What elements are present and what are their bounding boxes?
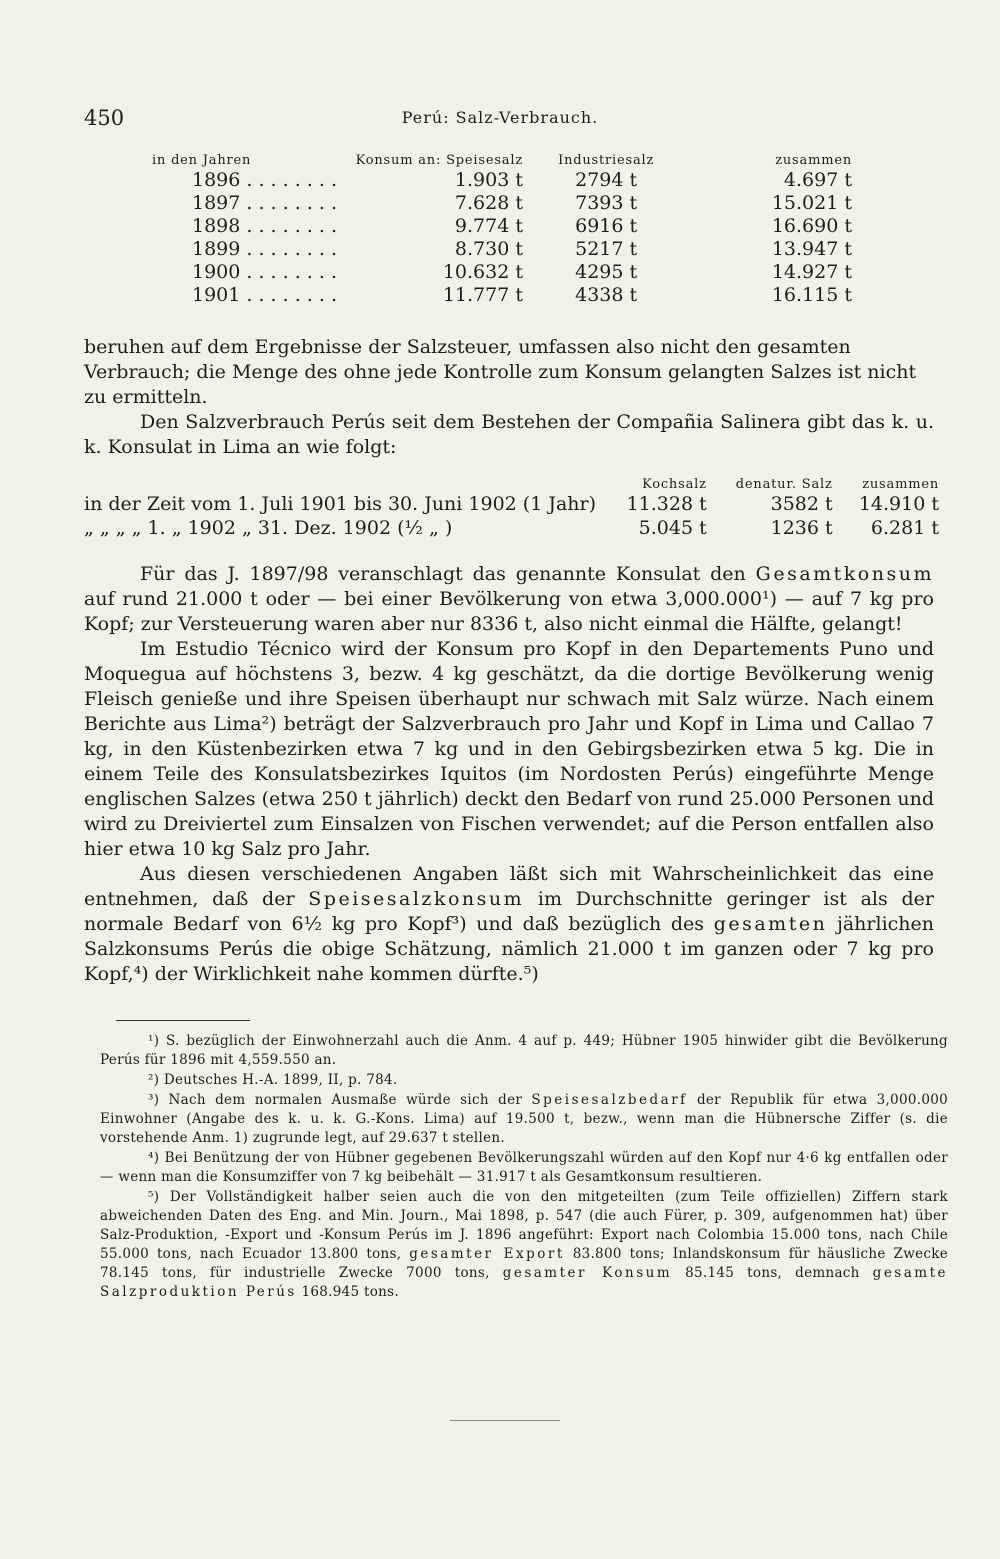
body-text-block-2 bbox=[84, 562, 934, 987]
header-years: in den Jahren bbox=[152, 153, 252, 168]
cell-zusammen: 15.021 t bbox=[771, 191, 852, 214]
text-run: jährlichen Salzkonsums Perús die obige Schätzung, nämlich 21.000 t im ganzen oder 7 kg pro Kopf,⁴) der Wirklichkeit nahe kommen dürfte.⁵) bbox=[84, 913, 934, 985]
table-header-row bbox=[84, 472, 939, 492]
text-run: Aus diesen verschiedenen Angaben läßt sich mit Wahrscheinlichkeit das eine entnehmen, daß der bbox=[84, 863, 934, 910]
text-run: auf rund 21.000 t oder — bei einer Bevölkerung von etwa 3,000.000¹) — auf 7 kg pro Kopf; zur Versteuerung waren aber nur 8336 t, also nicht einmal die Hälfte, gelangt! bbox=[84, 588, 934, 635]
footnotes bbox=[100, 1032, 948, 1303]
spaced-term: gesamter Export bbox=[409, 1246, 565, 1262]
cell-period: in der Zeit vom 1. Juli 1901 bis 30. Juni 1902 (1 Jahr) bbox=[84, 493, 597, 515]
cell-speisesalz: 11.777 t bbox=[442, 283, 523, 306]
paragraph-konsulat-intro: Den Salzverbrauch Perús seit dem Bestehen der Compañia Salinera gibt das k. u. k. Konsulat in Lima an wie folgt: bbox=[84, 411, 934, 458]
page-mark bbox=[450, 1420, 560, 1421]
cell-zusammen: 16.115 t bbox=[771, 283, 852, 306]
cell-industriesalz: 4338 t bbox=[575, 283, 638, 306]
cell-denatur-salz: 3582 t bbox=[770, 493, 833, 515]
running-title: Perú: Salz-Verbrauch. bbox=[401, 108, 599, 127]
table-row bbox=[152, 214, 852, 237]
footnote-5 bbox=[100, 1188, 948, 1302]
cell-zusammen: 16.690 t bbox=[771, 214, 852, 237]
header-speisesalz: Konsum an: Speisesalz bbox=[355, 153, 523, 168]
cell-industriesalz: 2794 t bbox=[575, 168, 638, 191]
text-run: im Durchschnitte geringer ist als der normale Bedarf von 6½ kg pro Kopf³) und daß bezüglich des bbox=[84, 888, 934, 935]
paragraph-estudio-tecnico: Im Estudio Técnico wird der Konsum pro Kopf in den Departements Puno und Moquegua auf höchstens 3, bezw. 4 kg geschätzt, da die dortige Bevölkerung wenig Fleisch genieße und ihre Speisen überhaupt nur schwach mit Salz würze. Nach einem Berichte aus Lima²) beträgt der Salzverbrauch pro Jahr und Kopf in Lima und Callao 7 kg, in den Küstenbezirken etwa 7 kg und in den Gebirgsbezirken etwa 5 kg. Die in einem Teile des Konsulatsbezirkes Iquitos (im Nordosten Perús) eingeführte Menge englischen Salzes (etwa 250 t jährlich) deckt den Bedarf von rund 25.000 Personen und wird zu Dreiviertel zum Einsalzen von Fischen verwendet; auf die Person entfallen also hier etwa 10 kg Salz pro Jahr. bbox=[84, 638, 934, 860]
header-zusammen: zusammen bbox=[862, 477, 939, 492]
consumption-table-1896-1901 bbox=[152, 150, 852, 306]
cell-industriesalz: 6916 t bbox=[575, 214, 638, 237]
paragraph-salzsteuer: beruhen auf dem Ergebnisse der Salzsteuer, umfassen also nicht den gesamten Verbrauch; die Menge des ohne jede Kontrolle zum Konsum gelangten Salzes ist nicht zu ermitteln. bbox=[84, 336, 917, 408]
spaced-term: Speisesalzbedarf bbox=[531, 1092, 688, 1108]
table-row bbox=[84, 516, 939, 540]
spaced-term: gesamter Konsum bbox=[502, 1265, 673, 1281]
footnote-3 bbox=[100, 1091, 948, 1148]
cell-industriesalz: 5217 t bbox=[575, 237, 638, 260]
footnote-1: ¹) S. bezüglich der Einwohnerzahl auch die Anm. 4 auf p. 449; Hübner 1905 hinwider gibt die Bevölkerung Perús für 1896 mit 4,559.550 an. bbox=[100, 1033, 948, 1068]
table-row bbox=[152, 283, 852, 306]
cell-period: „ „ „ „ 1. „ 1902 „ 31. Dez. 1902 (½ „ ) bbox=[84, 517, 453, 539]
cell-year: 1901 . . . . . . . . bbox=[192, 283, 337, 306]
cell-kochsalz: 5.045 t bbox=[638, 517, 707, 539]
cell-year: 1897 . . . . . . . . bbox=[192, 191, 337, 214]
footnote-4: ⁴) Bei Benützung der von Hübner gegebenen Bevölkerungszahl würden auf den Kopf nur 4·6 kg entfallen oder — wenn man die Konsumziffer von 7 kg beibehält — 31.917 t als Gesamtkonsum resultieren. bbox=[100, 1150, 948, 1185]
header-period bbox=[84, 472, 596, 492]
header-denatur-salz: denatur. Salz bbox=[735, 477, 833, 492]
text-run: ⁵) Der Vollständigkeit halber seien auch die von den mitgeteilten (zum Teile offiziellen) Ziffern stark abweichenden Daten des Eng. and Min. Journ., Mai 1898, p. 547 (die auch Fürer, p. 309, aufgenommen hat) über Salz-Produktion, -Export und -Konsum Perús im J. 1896 angeführt: Export nach Colombia 15.000 tons, nach Chile 55.000 tons, nach Ecuador 13.800 tons, bbox=[100, 1189, 948, 1262]
text-run: 168.945 tons. bbox=[296, 1284, 399, 1300]
paragraph-conclusion bbox=[84, 862, 934, 987]
spaced-term: gesamte Salzproduktion Perús bbox=[100, 1265, 948, 1300]
cell-speisesalz: 8.730 t bbox=[454, 237, 523, 260]
cell-speisesalz: 7.628 t bbox=[454, 191, 523, 214]
cell-industriesalz: 7393 t bbox=[575, 191, 638, 214]
text-run: 85.145 tons, demnach bbox=[672, 1265, 873, 1281]
header-industriesalz: Industriesalz bbox=[558, 153, 655, 168]
table-row bbox=[152, 260, 852, 283]
text-run: 83.800 tons; Inlandskonsum für häusliche Zwecke 78.145 tons, für industrielle Zwecke 7000 tons, bbox=[100, 1246, 949, 1281]
cell-zusammen: 14.927 t bbox=[771, 260, 852, 283]
text-run: der Republik für etwa 3,000.000 Einwohner (Angabe des k. u. k. G.-Kons. Lima) auf 19.500 t, bezw., wenn man die Hübnersche Ziffer (s. die vorstehende Anm. 1) zugrunde legt, auf 29.637 t stellen. bbox=[100, 1092, 948, 1146]
text-run: ³) Nach dem normalen Ausmaße würde sich der bbox=[148, 1092, 532, 1108]
body-text-block-1 bbox=[84, 335, 934, 460]
cell-denatur-salz: 1236 t bbox=[770, 517, 833, 539]
spaced-term: gesamten bbox=[713, 913, 828, 935]
cell-zusammen: 4.697 t bbox=[783, 168, 852, 191]
cell-speisesalz: 10.632 t bbox=[442, 260, 523, 283]
cell-zusammen: 6.281 t bbox=[870, 517, 939, 539]
cell-year: 1896 . . . . . . . . bbox=[192, 168, 337, 191]
table-row bbox=[152, 168, 852, 191]
cell-speisesalz: 1.903 t bbox=[454, 168, 523, 191]
cell-year: 1900 . . . . . . . . bbox=[192, 260, 337, 283]
spaced-term: Gesamtkonsum bbox=[755, 563, 934, 585]
header-zusammen: zusammen bbox=[775, 153, 852, 168]
cell-kochsalz: 11.328 t bbox=[626, 493, 707, 515]
table-row bbox=[152, 191, 852, 214]
consumption-table-1901-1902 bbox=[84, 472, 939, 540]
table-header-row bbox=[152, 150, 852, 168]
cell-speisesalz: 9.774 t bbox=[454, 214, 523, 237]
table-row bbox=[152, 237, 852, 260]
page-number: 450 bbox=[84, 106, 125, 130]
cell-industriesalz: 4295 t bbox=[575, 260, 638, 283]
cell-zusammen: 13.947 t bbox=[771, 237, 852, 260]
cell-year: 1899 . . . . . . . . bbox=[192, 237, 337, 260]
paragraph-gesamtkonsum bbox=[84, 562, 934, 637]
footnote-divider bbox=[116, 1020, 250, 1021]
cell-zusammen: 14.910 t bbox=[858, 493, 939, 515]
text-run: Für das J. 1897/98 veranschlagt das genannte Konsulat den bbox=[140, 563, 756, 585]
header-kochsalz: Kochsalz bbox=[642, 477, 707, 492]
spaced-term: Speisesalzkonsum bbox=[308, 888, 525, 910]
cell-year: 1898 . . . . . . . . bbox=[192, 214, 337, 237]
footnote-2: ²) Deutsches H.-A. 1899, II, p. 784. bbox=[148, 1072, 398, 1088]
table-row bbox=[84, 492, 939, 516]
